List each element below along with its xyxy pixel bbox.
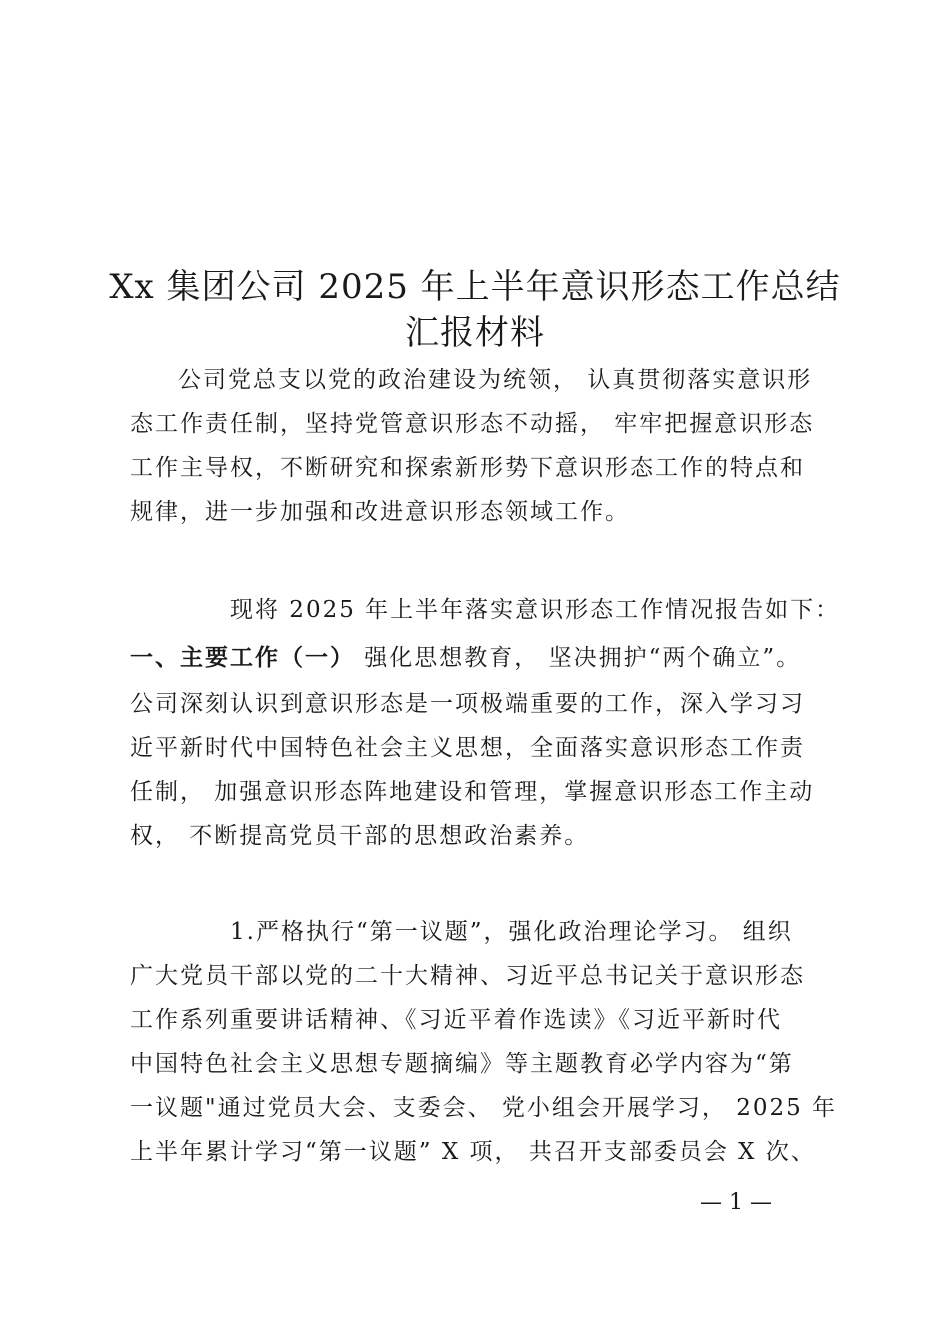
intro-line: 公司党总支以党的政治建设为统领， 认真贯彻落实意识形 [178, 367, 813, 393]
item-1-paragraph [130, 910, 838, 1174]
item-1-line: 工作系列重要讲话精神、《习近平着作选读》《习近平新时代 [130, 1007, 782, 1033]
intro-paragraph [130, 358, 830, 534]
intro-line: 工作主导权，不断研究和探索新形势下意识形态工作的特点和 [130, 455, 805, 481]
section-line: 任制， 加强意识形态阵地建设和管理，掌握意识形态工作主动 [130, 779, 815, 805]
section-heading [130, 636, 850, 680]
section-subheading: 强化思想教育， 坚决拥护“两个确立”。 [355, 645, 802, 671]
item-1-line: 中国特色社会主义思想专题摘编》等主题教育必学内容为“第 [130, 1051, 794, 1077]
item-1-line: 广大党员干部以党的二十大精神、习近平总书记关于意识形态 [130, 963, 805, 989]
intro-line: 规律，进一步加强和改进意识形态领域工作。 [130, 499, 630, 525]
section-heading-number: 一、主要工作（一） [130, 645, 355, 671]
section-line: 公司深刻认识到意识形态是一项极端重要的工作，深入学习习 [130, 691, 805, 717]
section-paragraph [130, 682, 830, 858]
section-line: 权， 不断提高党员干部的思想政治素养。 [130, 823, 590, 849]
intro-line: 态工作责任制，坚持党管意识形态不动摇， 牢牢把握意识形态 [130, 411, 815, 437]
section-line: 近平新时代中国特色社会主义思想，全面落实意识形态工作责 [130, 735, 805, 761]
item-1-line: 上半年累计学习“第一议题” X 项， 共召开支部委员会 X 次、 [130, 1139, 816, 1165]
report-intro-line: 现将 2025 年上半年落实意识形态工作情况报告如下： [230, 597, 841, 623]
item-1-line: 一议题"通过党员大会、支委会、 党小组会开展学习， 2025 年 [130, 1095, 838, 1121]
document-title-line-2: 汇报材料 [405, 313, 545, 353]
document-title-line-1: Xx 集团公司 2025 年上半年意识形态工作总结 [109, 267, 841, 307]
report-intro-paragraph [130, 588, 841, 632]
page-number: — 1 — [700, 1190, 772, 1215]
item-1-line: 1.严格执行“第一议题”，强化政治理论学习。 组织 [230, 919, 793, 945]
